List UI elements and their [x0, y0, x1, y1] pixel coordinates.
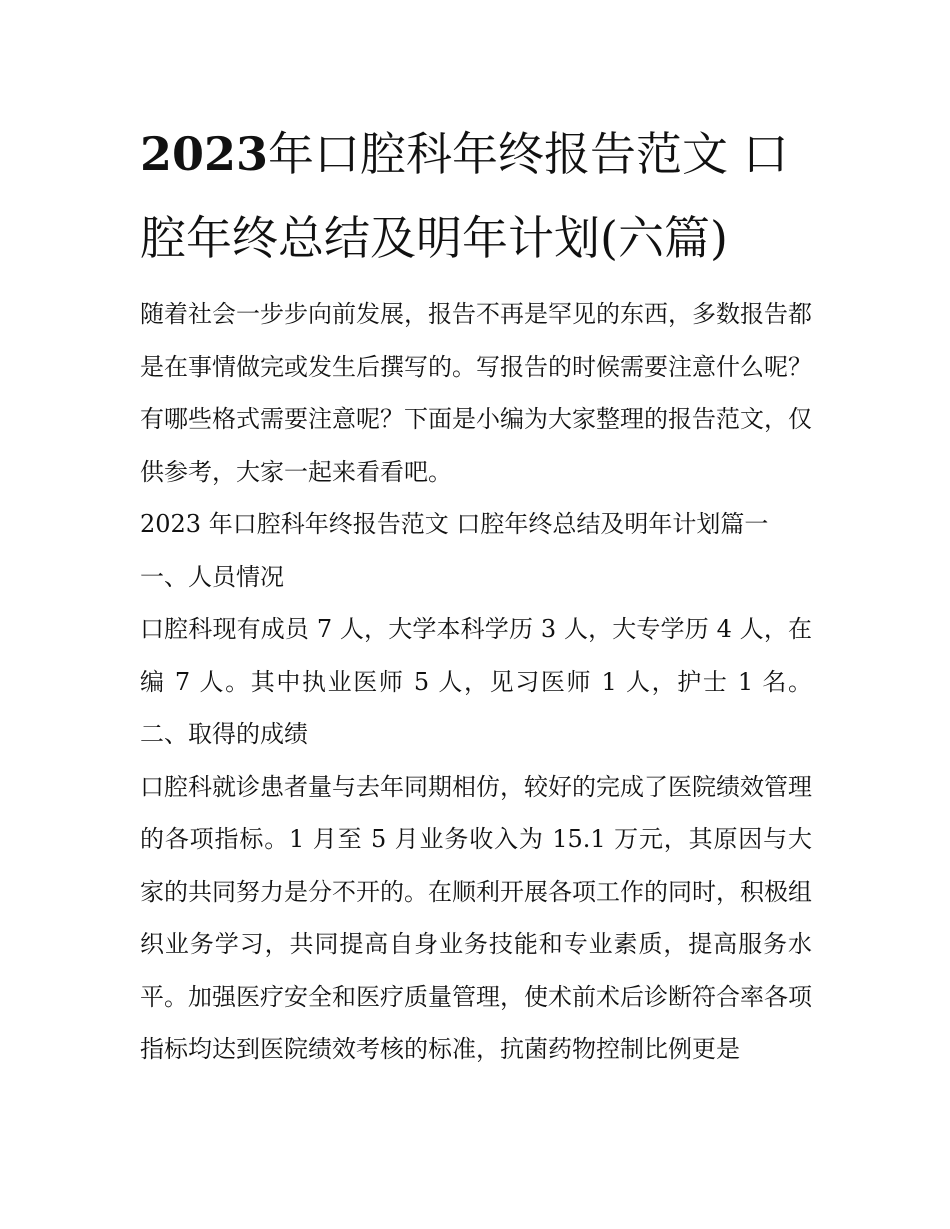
staff-paragraph: 口腔科现有成员 7 人，大学本科学历 3 人，大专学历 4 人，在编 7 人。其中执业医师 5 人，见习医师 1 人，护士 1 名。 二、取得的成绩 [140, 615, 812, 748]
document-title-block [140, 112, 812, 280]
document-page [140, 112, 812, 1076]
document-title [140, 112, 812, 280]
section-heading: 2023 年口腔科年终报告范文 口腔年终总结及明年计划篇一 [140, 510, 769, 538]
achievements-paragraph: 口腔科就诊患者量与去年同期相仿，较好的完成了医院绩效管理的各项指标。1 月至 5 月业务收入为 15.1 万元，其原因与大家的共同努力是分不开的。在顺利开展各项工作的同时，积极组织业务学习，共同提高自身业务技能和专业素质，提高服务水平。加强医疗安全和医疗质量管理，使术前术后诊断符合率各项指标均达到医院绩效考核的标准，抗菌药物控制比例更是 [140, 772, 812, 1063]
subsection-heading-staff: 一、人员情况 [140, 562, 284, 591]
document-title-text: 年口腔科年终报告范文 口腔年终总结及明年计划(六篇) [140, 127, 789, 265]
intro-paragraph: 随着社会一步步向前发展，报告不再是罕见的东西，多数报告都是在事情做完或发生后撰写的。写报告的时候需要注意什么呢？有哪些格式需要注意呢？下面是小编为大家整理的报告范文，仅供参考，大家一起来看看吧。 [140, 300, 812, 486]
document-title-year: 2023 [140, 127, 269, 181]
